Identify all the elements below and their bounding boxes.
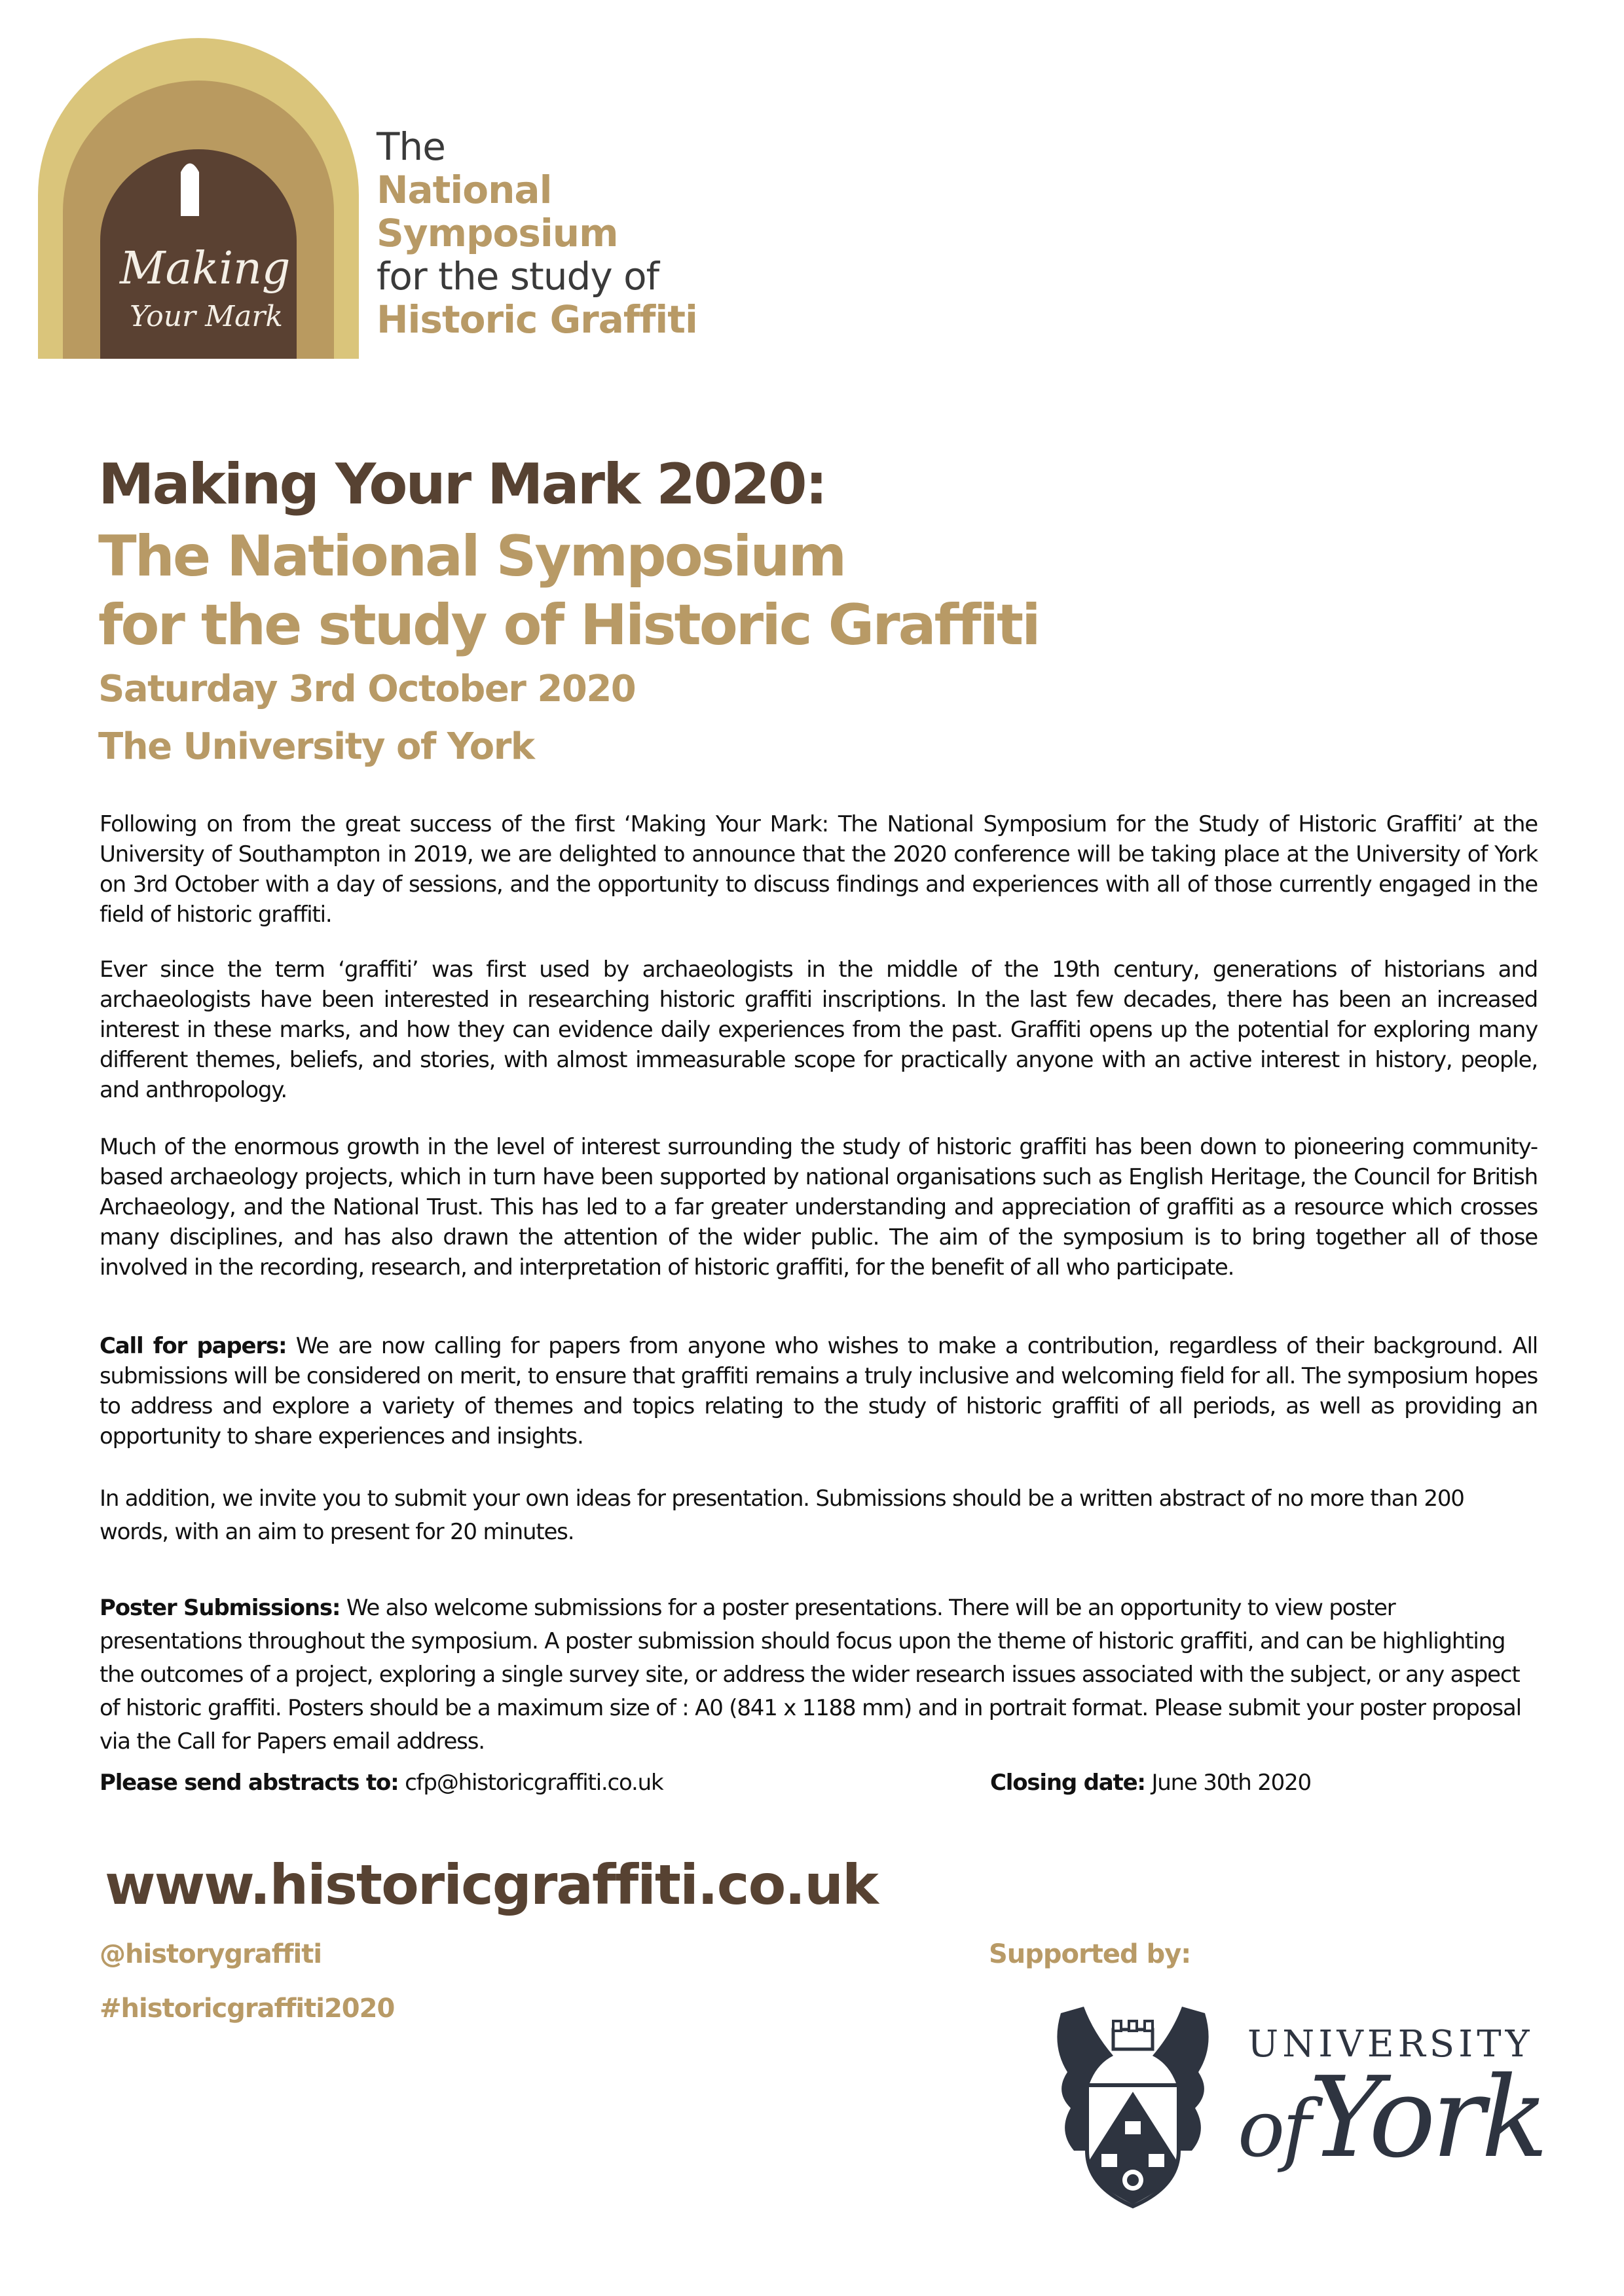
submission-guidelines-paragraph: In addition, we invite you to submit your own ideas for presentation. Submissions should be a written abstract of no more than 200 words, with an aim to present for 20 minutes. (100, 1485, 1464, 1545)
university-of-york-wordmark-top: UNIVERSITY (1247, 2023, 1534, 2066)
poster-submissions-paragraph (100, 1592, 1538, 1758)
poster-submissions-text: We also welcome submissions for a poster presentations. There will be an opportunity to view poster presentations throughout the symposium. A poster submission should focus upon the theme of historic graffiti, and can be highlighting the outcomes of a project, exploring a single survey site, or address the wider research issues associated with the subject, or any aspect of historic graffiti. Posters should be a maximum size of : A0 (841 x 1188 mm) and in portrait format. Please submit your poster proposal via the Call for Papers email address. (100, 1595, 1521, 1755)
logo-text-symposium: Symposium (377, 211, 618, 255)
supported-by-label: Supported by: (989, 1939, 1191, 1969)
call-for-papers-text: We are now calling for papers from anyone who wishes to make a contribution, regardless of their background. All submissions will be considered on merit, to ensure that graffiti remains a truly inclusive and welcoming field for all. The symposium hopes to address and explore a variety of themes and topics relating to the study of historic graffiti of all periods, as well as providing an opportunity to share experiences and insights. (100, 1333, 1538, 1449)
send-abstracts-line (100, 1770, 663, 1796)
growth-paragraph: Much of the enormous growth in the level of interest surrounding the study of historic graffiti has been down to pioneering community-based archaeology projects, which in turn have been supported by national organisations such as English Heritage, the Council for British Archaeology, and the National Trust. This has led to a far greater understanding and appreciation of graffiti as a resource which crosses many disciplines, and has also drawn the attention of the wider public. The aim of the symposium is to bring together all of those involved in the recording, research, and interpretation of historic graffiti, for the benefit of all who participate. (100, 1134, 1538, 1281)
making-your-mark-logo (38, 38, 359, 359)
logo-text-for-the-study-of: for the study of (377, 254, 659, 299)
call-for-papers-paragraph (100, 1331, 1538, 1451)
logo-text-historic-graffiti: Historic Graffiti (377, 297, 697, 342)
university-of-york-crest-icon (1048, 1994, 1218, 2210)
logo-script-making: Making (120, 243, 291, 295)
intro-paragraph: Following on from the great success of the first ‘Making Your Mark: The National Symposium for the Study of Historic Graffiti’ at the University of Southampton in 2019, we are delighted to announce that the 2020 conference will be taking place at the University of York on 3rd October with a day of sessions, and the opportunity to discuss findings and experiences with all of those currently engaged in the field of historic graffiti. (100, 811, 1538, 928)
closing-date-line (990, 1770, 1311, 1796)
call-for-papers-label: Call for papers: (100, 1333, 287, 1359)
logo-script-your-mark: Your Mark (130, 300, 284, 333)
cfp-email-link[interactable]: cfp@historicgraffiti.co.uk (405, 1770, 663, 1796)
closing-date-label: Closing date: (990, 1770, 1145, 1796)
university-of-york-wordmark-script (1238, 2053, 1545, 2183)
event-venue: The University of York (98, 725, 534, 768)
closing-date-value: June 30th 2020 (1151, 1770, 1311, 1796)
york-name: York (1308, 2053, 1545, 2183)
history-paragraph: Ever since the term ‘graffiti’ was first used by archaeologists in the middle of the 19th century, generations of historians and archaeologists have been interested in researching historic graffiti inscriptions. In the last few decades, there has been an increased interest in these marks, and how they can evidence daily experiences from the past. Graffiti opens up the potential for exploring many different themes, beliefs, and stories, with almost immeasurable scope for practically anyone with an active interest in history, people, and anthropology. (100, 957, 1538, 1103)
logo-text-national: National (377, 168, 552, 212)
website-link[interactable]: www.historicgraffiti.co.uk (105, 1853, 877, 1917)
logo-window-icon (181, 164, 199, 217)
event-hashtag: #historicgraffiti2020 (100, 1994, 395, 2024)
event-date: Saturday 3rd October 2020 (98, 668, 636, 710)
subtitle-line-1: The National Symposium (98, 524, 845, 589)
page-title: Making Your Mark 2020: (98, 452, 826, 517)
logo-wordmark (377, 124, 697, 344)
subtitle-line-2: for the study of Historic Graffiti (98, 592, 1039, 658)
send-abstracts-label: Please send abstracts to: (100, 1770, 399, 1796)
york-of: of (1238, 2084, 1309, 2175)
logo-text-the: The (377, 124, 445, 169)
twitter-handle[interactable]: @historygraffiti (100, 1939, 322, 1969)
poster-submissions-label: Poster Submissions: (100, 1595, 341, 1621)
